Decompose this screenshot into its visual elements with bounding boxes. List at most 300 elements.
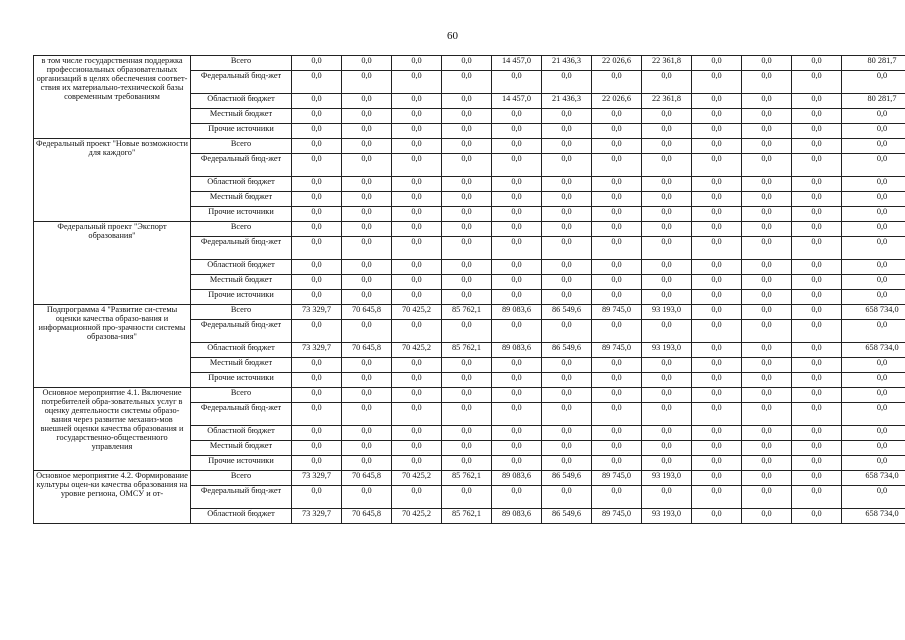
funding-source-cell: Местный бюджет (191, 109, 292, 124)
value-cell: 0,0 (442, 154, 492, 177)
value-cell: 0,0 (492, 109, 542, 124)
value-cell: 0,0 (592, 373, 642, 388)
value-cell: 0,0 (442, 139, 492, 154)
value-cell: 0,0 (642, 358, 692, 373)
value-cell: 70 645,8 (342, 343, 392, 358)
value-cell: 86 549,6 (542, 509, 592, 524)
value-cell: 0,0 (342, 373, 392, 388)
total-value-cell: 658 734,0 (842, 343, 905, 358)
value-cell: 86 549,6 (542, 305, 592, 320)
value-cell: 0,0 (342, 426, 392, 441)
value-cell: 0,0 (642, 177, 692, 192)
budget-table (33, 55, 905, 524)
value-cell: 0,0 (292, 94, 342, 109)
value-cell: 0,0 (742, 486, 792, 509)
funding-source-cell: Федеральный бюд-жет (191, 71, 292, 94)
value-cell: 0,0 (392, 56, 442, 71)
value-cell: 0,0 (792, 71, 842, 94)
value-cell: 0,0 (492, 71, 542, 94)
value-cell: 73 329,7 (292, 471, 342, 486)
value-cell: 0,0 (442, 290, 492, 305)
value-cell: 0,0 (292, 177, 342, 192)
value-cell: 0,0 (792, 260, 842, 275)
total-value-cell: 0,0 (842, 320, 905, 343)
total-value-cell: 0,0 (842, 109, 905, 124)
table-row (34, 305, 905, 320)
total-value-cell: 80 281,7 (842, 56, 905, 71)
value-cell: 0,0 (792, 426, 842, 441)
value-cell: 0,0 (592, 222, 642, 237)
value-cell: 0,0 (692, 56, 742, 71)
total-value-cell: 0,0 (842, 456, 905, 471)
value-cell: 0,0 (692, 275, 742, 290)
funding-source-cell: Областной бюджет (191, 94, 292, 109)
value-cell: 0,0 (292, 260, 342, 275)
value-cell: 0,0 (542, 260, 592, 275)
page-number: 60 (447, 30, 458, 42)
value-cell: 0,0 (542, 320, 592, 343)
table-row (34, 471, 905, 486)
value-cell: 0,0 (592, 177, 642, 192)
value-cell: 70 425,2 (392, 509, 442, 524)
value-cell: 0,0 (392, 222, 442, 237)
value-cell: 0,0 (392, 403, 442, 426)
value-cell: 0,0 (642, 207, 692, 222)
value-cell: 0,0 (342, 237, 392, 260)
value-cell: 86 549,6 (542, 343, 592, 358)
value-cell: 0,0 (542, 426, 592, 441)
value-cell: 0,0 (692, 373, 742, 388)
value-cell: 70 425,2 (392, 343, 442, 358)
value-cell: 0,0 (442, 358, 492, 373)
value-cell: 0,0 (392, 426, 442, 441)
value-cell: 0,0 (342, 260, 392, 275)
value-cell: 0,0 (292, 154, 342, 177)
value-cell: 0,0 (292, 275, 342, 290)
value-cell: 0,0 (592, 388, 642, 403)
value-cell: 0,0 (342, 71, 392, 94)
funding-source-cell: Местный бюджет (191, 358, 292, 373)
program-name-cell: в том числе государственная поддержка профессиональных образовательных организаций в целях обеспечения соответ-ствия их материально-технической базы современным требованиям (34, 56, 191, 139)
value-cell: 0,0 (342, 109, 392, 124)
value-cell: 0,0 (292, 222, 342, 237)
value-cell: 0,0 (542, 71, 592, 94)
value-cell: 0,0 (742, 373, 792, 388)
value-cell: 0,0 (542, 358, 592, 373)
funding-source-cell: Всего (191, 305, 292, 320)
value-cell: 0,0 (692, 177, 742, 192)
value-cell: 93 193,0 (642, 471, 692, 486)
value-cell: 0,0 (392, 154, 442, 177)
value-cell: 85 762,1 (442, 343, 492, 358)
value-cell: 0,0 (442, 56, 492, 71)
funding-source-cell: Федеральный бюд-жет (191, 486, 292, 509)
value-cell: 0,0 (342, 124, 392, 139)
value-cell: 0,0 (742, 177, 792, 192)
value-cell: 0,0 (742, 509, 792, 524)
value-cell: 0,0 (492, 154, 542, 177)
value-cell: 0,0 (792, 343, 842, 358)
value-cell: 89 745,0 (592, 509, 642, 524)
value-cell: 0,0 (392, 139, 442, 154)
value-cell: 22 026,6 (592, 94, 642, 109)
value-cell: 0,0 (742, 358, 792, 373)
value-cell: 0,0 (542, 124, 592, 139)
value-cell: 0,0 (542, 237, 592, 260)
value-cell: 0,0 (692, 124, 742, 139)
funding-source-cell: Областной бюджет (191, 426, 292, 441)
value-cell: 0,0 (392, 237, 442, 260)
program-name-cell: Федеральный проект "Новые возможности для каждого" (34, 139, 191, 222)
value-cell: 0,0 (742, 275, 792, 290)
total-value-cell: 0,0 (842, 373, 905, 388)
value-cell: 0,0 (642, 290, 692, 305)
funding-source-cell: Прочие источники (191, 373, 292, 388)
value-cell: 0,0 (792, 456, 842, 471)
value-cell: 0,0 (792, 109, 842, 124)
value-cell: 0,0 (342, 441, 392, 456)
value-cell: 0,0 (442, 109, 492, 124)
value-cell: 0,0 (592, 139, 642, 154)
value-cell: 0,0 (542, 441, 592, 456)
value-cell: 0,0 (692, 456, 742, 471)
value-cell: 0,0 (742, 207, 792, 222)
value-cell: 0,0 (692, 192, 742, 207)
value-cell: 0,0 (692, 509, 742, 524)
value-cell: 0,0 (792, 192, 842, 207)
value-cell: 0,0 (342, 207, 392, 222)
value-cell: 0,0 (592, 154, 642, 177)
value-cell: 0,0 (692, 71, 742, 94)
value-cell: 0,0 (492, 237, 542, 260)
value-cell: 85 762,1 (442, 305, 492, 320)
value-cell: 0,0 (792, 509, 842, 524)
value-cell: 0,0 (742, 388, 792, 403)
funding-source-cell: Областной бюджет (191, 177, 292, 192)
total-value-cell: 0,0 (842, 124, 905, 139)
value-cell: 0,0 (442, 388, 492, 403)
value-cell: 0,0 (392, 192, 442, 207)
value-cell: 0,0 (442, 237, 492, 260)
value-cell: 0,0 (742, 260, 792, 275)
value-cell: 0,0 (742, 139, 792, 154)
value-cell: 0,0 (392, 320, 442, 343)
value-cell: 0,0 (792, 124, 842, 139)
value-cell: 85 762,1 (442, 471, 492, 486)
funding-source-cell: Всего (191, 56, 292, 71)
value-cell: 0,0 (292, 192, 342, 207)
value-cell: 0,0 (392, 109, 442, 124)
value-cell: 0,0 (342, 192, 392, 207)
value-cell: 89 083,6 (492, 509, 542, 524)
value-cell: 86 549,6 (542, 471, 592, 486)
funding-source-cell: Местный бюджет (191, 441, 292, 456)
value-cell: 0,0 (642, 373, 692, 388)
value-cell: 0,0 (742, 71, 792, 94)
funding-source-cell: Федеральный бюд-жет (191, 320, 292, 343)
value-cell: 73 329,7 (292, 343, 342, 358)
value-cell: 0,0 (292, 56, 342, 71)
value-cell: 0,0 (442, 94, 492, 109)
value-cell: 0,0 (742, 192, 792, 207)
value-cell: 0,0 (542, 177, 592, 192)
value-cell: 21 436,3 (542, 56, 592, 71)
value-cell: 85 762,1 (442, 509, 492, 524)
value-cell: 0,0 (592, 426, 642, 441)
value-cell: 0,0 (792, 94, 842, 109)
value-cell: 0,0 (742, 456, 792, 471)
value-cell: 0,0 (742, 109, 792, 124)
value-cell: 0,0 (292, 109, 342, 124)
value-cell: 0,0 (292, 139, 342, 154)
value-cell: 0,0 (342, 358, 392, 373)
value-cell: 0,0 (592, 290, 642, 305)
total-value-cell: 658 734,0 (842, 509, 905, 524)
value-cell: 0,0 (442, 192, 492, 207)
value-cell: 0,0 (442, 222, 492, 237)
value-cell: 0,0 (292, 358, 342, 373)
value-cell: 0,0 (492, 358, 542, 373)
value-cell: 0,0 (642, 320, 692, 343)
value-cell: 0,0 (292, 320, 342, 343)
value-cell: 0,0 (542, 109, 592, 124)
value-cell: 0,0 (542, 373, 592, 388)
value-cell: 89 745,0 (592, 305, 642, 320)
value-cell: 0,0 (742, 237, 792, 260)
value-cell: 0,0 (442, 403, 492, 426)
value-cell: 73 329,7 (292, 509, 342, 524)
value-cell: 0,0 (542, 192, 592, 207)
value-cell: 0,0 (692, 139, 742, 154)
value-cell: 0,0 (492, 388, 542, 403)
value-cell: 0,0 (642, 109, 692, 124)
total-value-cell: 0,0 (842, 486, 905, 509)
value-cell: 22 361,8 (642, 94, 692, 109)
funding-source-cell: Областной бюджет (191, 343, 292, 358)
value-cell: 0,0 (742, 94, 792, 109)
value-cell: 0,0 (542, 456, 592, 471)
value-cell: 0,0 (542, 403, 592, 426)
value-cell: 0,0 (342, 403, 392, 426)
value-cell: 0,0 (592, 237, 642, 260)
value-cell: 0,0 (742, 305, 792, 320)
value-cell: 0,0 (442, 441, 492, 456)
value-cell: 0,0 (392, 456, 442, 471)
value-cell: 0,0 (642, 456, 692, 471)
value-cell: 0,0 (342, 94, 392, 109)
value-cell: 0,0 (592, 275, 642, 290)
table-row (34, 139, 905, 154)
value-cell: 0,0 (492, 260, 542, 275)
value-cell: 89 745,0 (592, 343, 642, 358)
value-cell: 0,0 (792, 305, 842, 320)
total-value-cell: 0,0 (842, 388, 905, 403)
value-cell: 0,0 (442, 207, 492, 222)
value-cell: 0,0 (442, 486, 492, 509)
program-name-cell: Федеральный проект "Экспорт образования" (34, 222, 191, 305)
value-cell: 0,0 (442, 71, 492, 94)
value-cell: 0,0 (692, 441, 742, 456)
value-cell: 0,0 (292, 124, 342, 139)
value-cell: 0,0 (692, 305, 742, 320)
value-cell: 0,0 (692, 109, 742, 124)
value-cell: 0,0 (642, 154, 692, 177)
funding-source-cell: Прочие источники (191, 124, 292, 139)
funding-source-cell: Прочие источники (191, 290, 292, 305)
value-cell: 0,0 (742, 222, 792, 237)
value-cell: 0,0 (592, 403, 642, 426)
value-cell: 0,0 (792, 290, 842, 305)
value-cell: 0,0 (792, 388, 842, 403)
value-cell: 0,0 (442, 124, 492, 139)
value-cell: 0,0 (742, 343, 792, 358)
value-cell: 0,0 (592, 320, 642, 343)
value-cell: 0,0 (792, 471, 842, 486)
value-cell: 0,0 (792, 154, 842, 177)
funding-source-cell: Всего (191, 139, 292, 154)
value-cell: 0,0 (292, 388, 342, 403)
value-cell: 0,0 (542, 275, 592, 290)
value-cell: 0,0 (542, 290, 592, 305)
value-cell: 0,0 (592, 441, 642, 456)
value-cell: 0,0 (542, 486, 592, 509)
value-cell: 0,0 (692, 237, 742, 260)
value-cell: 0,0 (692, 290, 742, 305)
total-value-cell: 0,0 (842, 290, 905, 305)
value-cell: 0,0 (492, 403, 542, 426)
value-cell: 0,0 (392, 260, 442, 275)
value-cell: 0,0 (642, 403, 692, 426)
value-cell: 0,0 (392, 388, 442, 403)
value-cell: 0,0 (392, 275, 442, 290)
value-cell: 0,0 (492, 275, 542, 290)
value-cell: 0,0 (342, 290, 392, 305)
value-cell: 0,0 (442, 275, 492, 290)
total-value-cell: 0,0 (842, 192, 905, 207)
value-cell: 0,0 (542, 207, 592, 222)
total-value-cell: 0,0 (842, 222, 905, 237)
value-cell: 0,0 (592, 358, 642, 373)
value-cell: 22 026,6 (592, 56, 642, 71)
value-cell: 93 193,0 (642, 509, 692, 524)
value-cell: 0,0 (442, 177, 492, 192)
value-cell: 0,0 (792, 56, 842, 71)
total-value-cell: 0,0 (842, 441, 905, 456)
value-cell: 0,0 (292, 486, 342, 509)
value-cell: 0,0 (642, 237, 692, 260)
value-cell: 0,0 (492, 222, 542, 237)
value-cell: 0,0 (642, 388, 692, 403)
value-cell: 0,0 (742, 124, 792, 139)
value-cell: 0,0 (492, 290, 542, 305)
value-cell: 0,0 (792, 358, 842, 373)
value-cell: 0,0 (392, 124, 442, 139)
total-value-cell: 0,0 (842, 71, 905, 94)
funding-source-cell: Областной бюджет (191, 260, 292, 275)
program-name-cell: Основное мероприятие 4.1. Включение потребителей обра-зовательных услуг в оценку деятельности системы образо-вания через развитие механиз-мов внешней оценки качества образования и государственно-общественного управления (34, 388, 191, 471)
value-cell: 0,0 (692, 358, 742, 373)
value-cell: 0,0 (692, 471, 742, 486)
value-cell: 0,0 (692, 343, 742, 358)
value-cell: 0,0 (542, 222, 592, 237)
value-cell: 0,0 (792, 403, 842, 426)
value-cell: 0,0 (392, 441, 442, 456)
value-cell: 0,0 (492, 320, 542, 343)
value-cell: 0,0 (492, 486, 542, 509)
total-value-cell: 0,0 (842, 358, 905, 373)
value-cell: 0,0 (592, 260, 642, 275)
total-value-cell: 0,0 (842, 260, 905, 275)
value-cell: 0,0 (492, 124, 542, 139)
table-row (34, 388, 905, 403)
value-cell: 0,0 (492, 373, 542, 388)
value-cell: 93 193,0 (642, 305, 692, 320)
value-cell: 0,0 (342, 275, 392, 290)
value-cell: 14 457,0 (492, 94, 542, 109)
value-cell: 0,0 (592, 71, 642, 94)
table-row (34, 222, 905, 237)
funding-source-cell: Местный бюджет (191, 192, 292, 207)
value-cell: 0,0 (792, 237, 842, 260)
value-cell: 0,0 (392, 290, 442, 305)
value-cell: 0,0 (342, 139, 392, 154)
value-cell: 0,0 (692, 154, 742, 177)
value-cell: 0,0 (792, 275, 842, 290)
value-cell: 70 425,2 (392, 305, 442, 320)
value-cell: 0,0 (792, 441, 842, 456)
value-cell: 0,0 (442, 426, 492, 441)
value-cell: 0,0 (692, 222, 742, 237)
value-cell: 0,0 (642, 71, 692, 94)
value-cell: 14 457,0 (492, 56, 542, 71)
value-cell: 0,0 (292, 237, 342, 260)
value-cell: 0,0 (392, 486, 442, 509)
program-name-cell: Основное мероприятие 4.2. Формирование культуры оцен-ки качества образования на уровне региона, ОМСУ и от- (34, 471, 191, 524)
value-cell: 0,0 (642, 275, 692, 290)
value-cell: 0,0 (742, 154, 792, 177)
value-cell: 0,0 (292, 71, 342, 94)
value-cell: 0,0 (342, 177, 392, 192)
value-cell: 0,0 (792, 222, 842, 237)
total-value-cell: 0,0 (842, 426, 905, 441)
value-cell: 0,0 (792, 486, 842, 509)
funding-source-cell: Всего (191, 471, 292, 486)
value-cell: 0,0 (592, 192, 642, 207)
value-cell: 0,0 (492, 456, 542, 471)
value-cell: 0,0 (492, 192, 542, 207)
funding-source-cell: Федеральный бюд-жет (191, 403, 292, 426)
value-cell: 89 083,6 (492, 471, 542, 486)
value-cell: 0,0 (642, 124, 692, 139)
value-cell: 93 193,0 (642, 343, 692, 358)
value-cell: 0,0 (592, 109, 642, 124)
budget-table-body (34, 56, 905, 524)
value-cell: 0,0 (442, 373, 492, 388)
value-cell: 89 083,6 (492, 343, 542, 358)
value-cell: 0,0 (742, 426, 792, 441)
value-cell: 70 645,8 (342, 509, 392, 524)
funding-source-cell: Местный бюджет (191, 275, 292, 290)
value-cell: 73 329,7 (292, 305, 342, 320)
total-value-cell: 658 734,0 (842, 471, 905, 486)
value-cell: 0,0 (342, 56, 392, 71)
funding-source-cell: Прочие источники (191, 207, 292, 222)
value-cell: 0,0 (392, 373, 442, 388)
value-cell: 0,0 (692, 260, 742, 275)
value-cell: 0,0 (292, 207, 342, 222)
value-cell: 70 425,2 (392, 471, 442, 486)
value-cell: 0,0 (642, 441, 692, 456)
